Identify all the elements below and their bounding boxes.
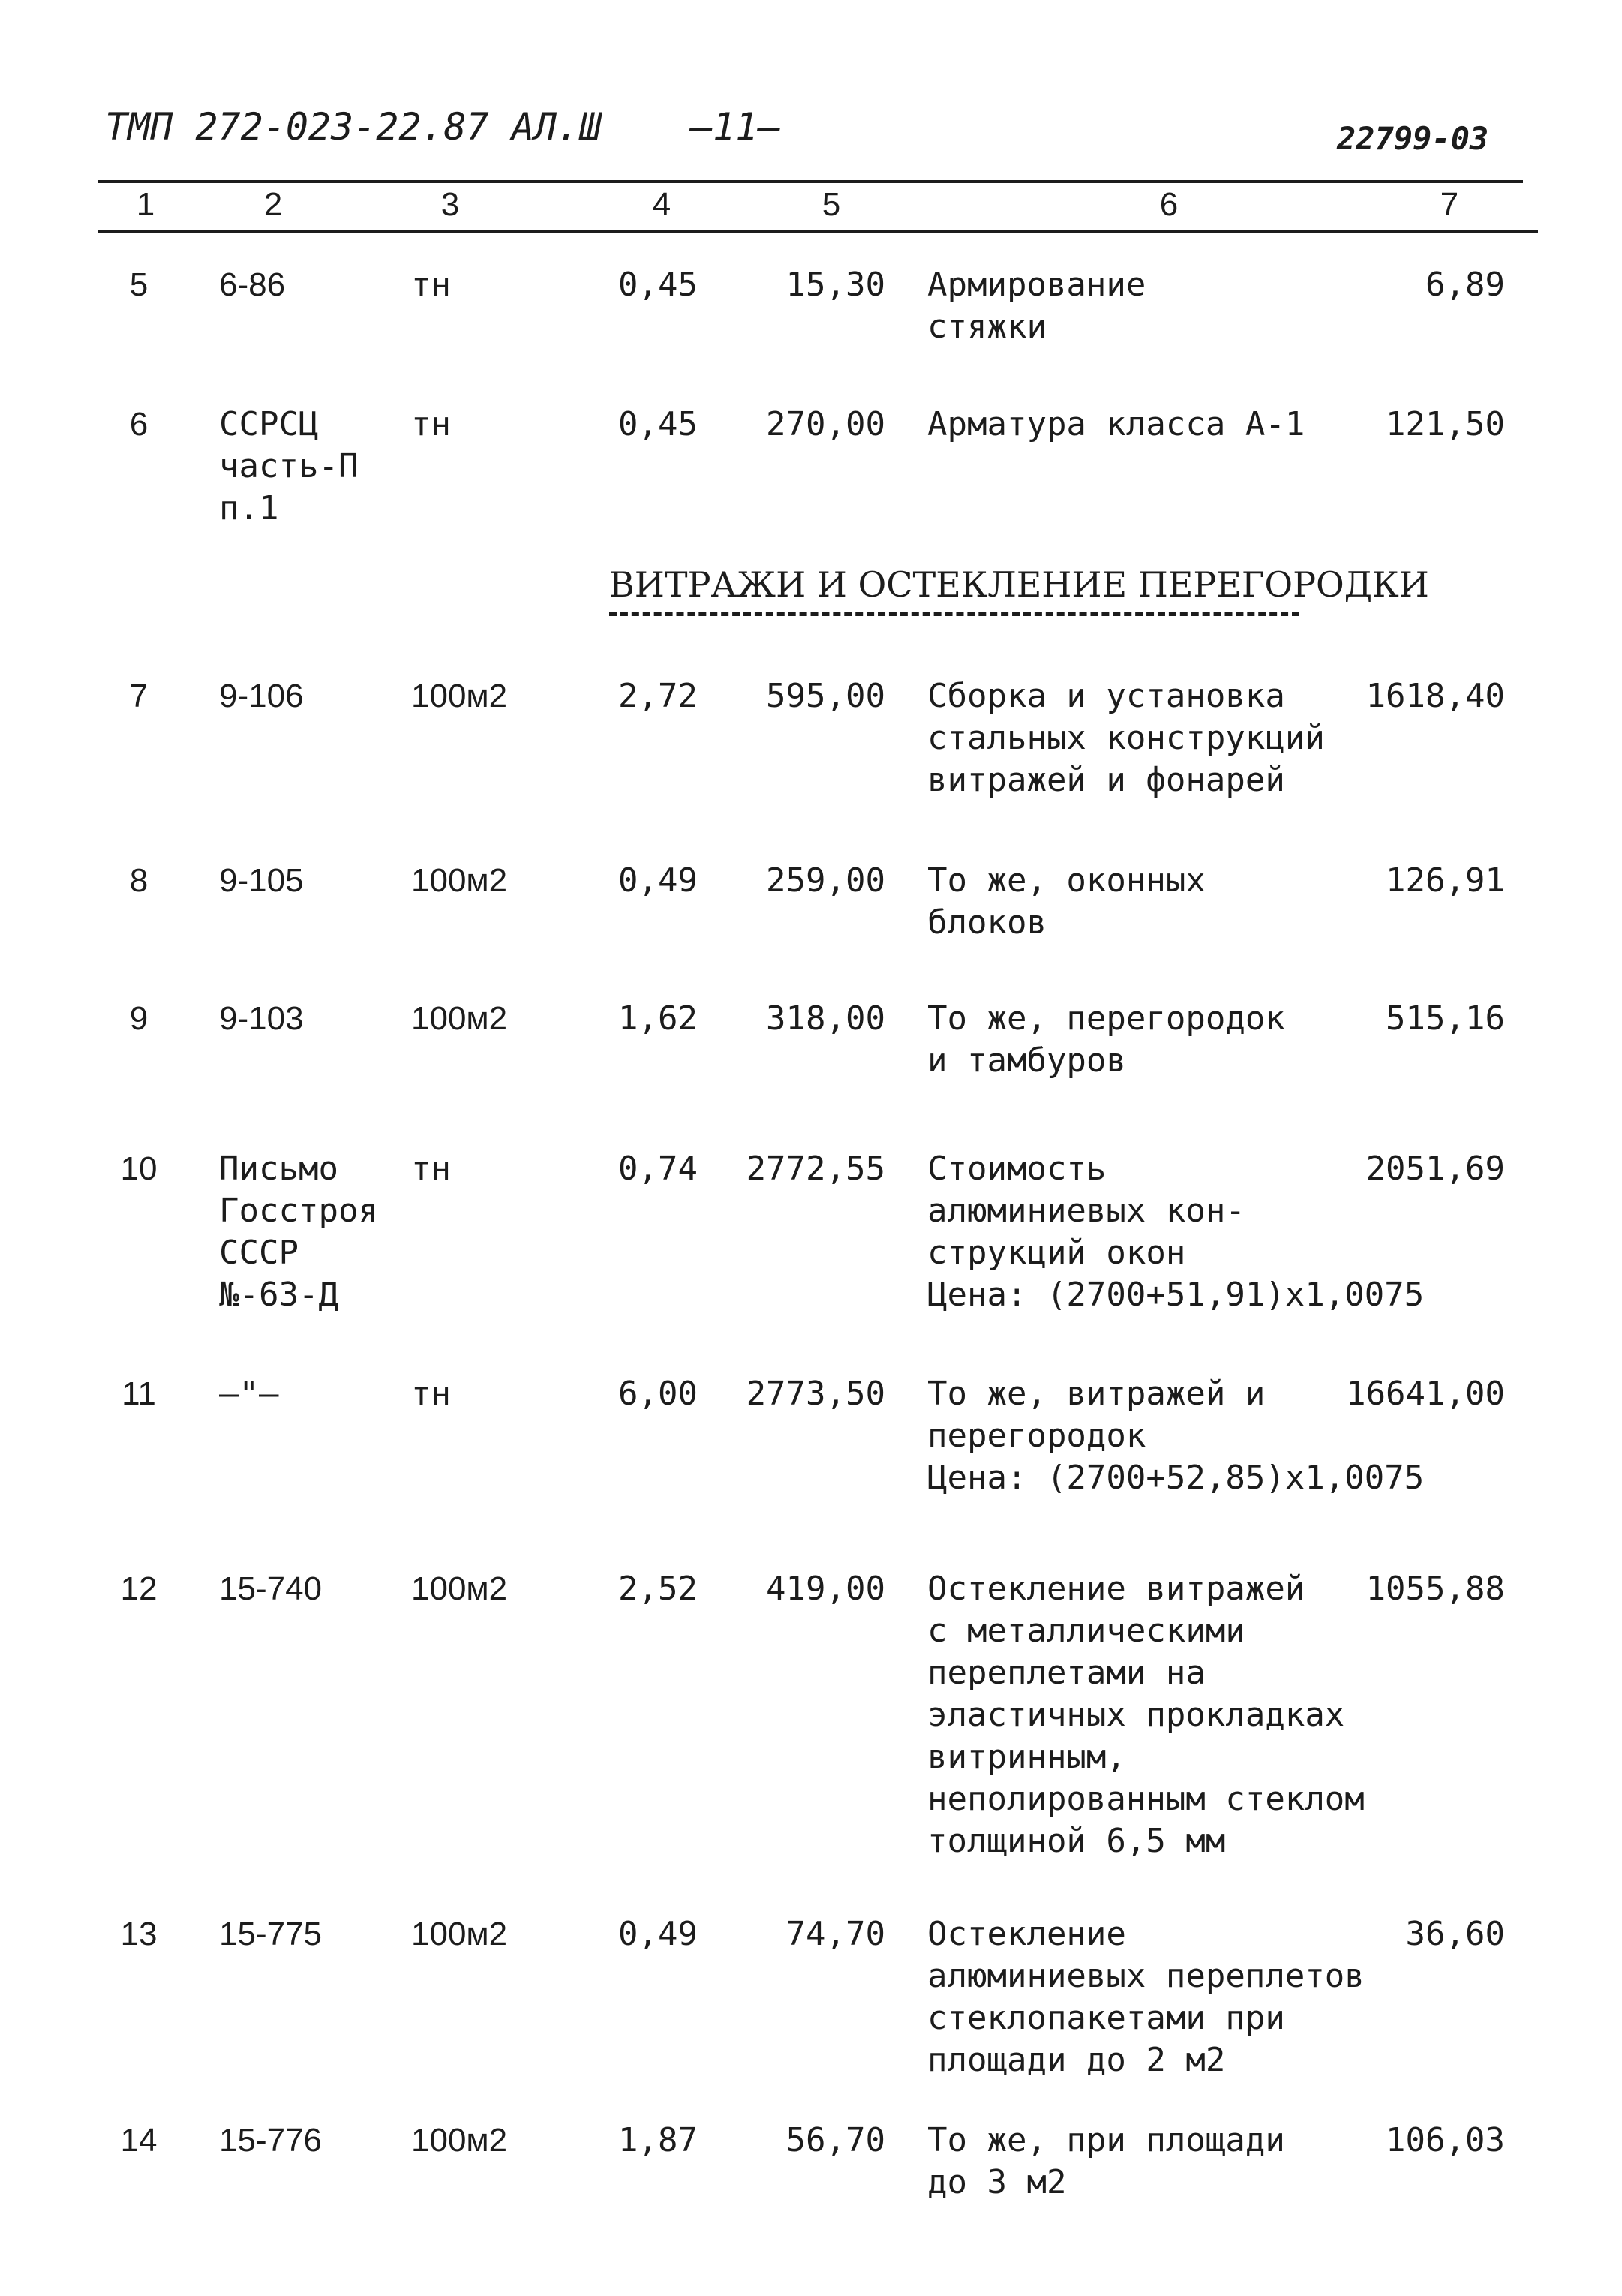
norm-code-line: п.1 <box>219 489 279 527</box>
description-line: струкций окон <box>927 1234 1186 1272</box>
column-number-5: 5 <box>822 186 841 223</box>
column-number-4: 4 <box>652 186 671 223</box>
document-code: ТМП 272-023-22.87 АЛ.Ш <box>105 105 602 149</box>
norm-code <box>219 1373 278 1415</box>
description-line: стеклопакетами при <box>927 1999 1285 2037</box>
norm-code-line: 15-740 <box>219 1570 323 1607</box>
description-line: Остекление <box>927 1915 1126 1953</box>
work-description <box>927 675 1325 801</box>
norm-code <box>219 860 304 902</box>
description-line: неполированным стеклом <box>927 1780 1365 1818</box>
unit-price: 2773,50 <box>746 1375 885 1413</box>
section-title-underline <box>609 612 1299 616</box>
unit: тн <box>411 1375 451 1413</box>
total-cost: 2051,69 <box>1365 1150 1505 1188</box>
quantity: 0,45 <box>618 266 698 304</box>
norm-code <box>219 1568 322 1610</box>
description-line: блоков <box>927 903 1047 942</box>
norm-code <box>219 675 304 717</box>
unit: 100м2 <box>411 862 508 899</box>
unit-price: 74,70 <box>785 1915 885 1953</box>
unit-price: 15,30 <box>785 266 885 304</box>
norm-code <box>219 264 285 306</box>
unit: 100м2 <box>411 1916 508 1952</box>
norm-code-line: часть-П <box>219 447 359 485</box>
quantity: 2,72 <box>618 677 698 715</box>
description-line: Арматура класса А-1 <box>927 405 1305 443</box>
table-header-rule <box>98 230 1538 233</box>
work-description <box>927 2120 1285 2204</box>
norm-code-line: 15-776 <box>219 2122 323 2159</box>
description-line: стальных конструкций <box>927 719 1325 757</box>
norm-code <box>219 1913 322 1955</box>
quantity: 0,49 <box>618 1915 698 1953</box>
description-line: Цена: (2700+51,91)х1,0075 <box>927 1276 1425 1314</box>
description-line: витринным, <box>927 1738 1126 1776</box>
total-cost: 36,60 <box>1405 1915 1505 1953</box>
norm-code-line: 15-775 <box>219 1916 323 1952</box>
row-number: 9 <box>129 1000 149 1037</box>
description-line: То же, оконных <box>927 861 1206 900</box>
norm-code <box>219 998 304 1040</box>
description-line: Цена: (2700+52,85)х1,0075 <box>927 1459 1425 1497</box>
description-line: Остекление витражей <box>927 1570 1305 1608</box>
quantity: 1,62 <box>618 999 698 1038</box>
row-number: 13 <box>120 1916 158 1952</box>
description-line: до 3 м2 <box>927 2163 1067 2201</box>
description-line: алюминиевых переплетов <box>927 1957 1365 1995</box>
total-cost: 16641,00 <box>1346 1375 1505 1413</box>
quantity: 2,52 <box>618 1570 698 1608</box>
section-title: ВИТРАЖИ И ОСТЕКЛЕНИЕ ПЕРЕГОРОДКИ <box>609 564 1429 605</box>
unit: тн <box>411 1150 451 1188</box>
row-number: 7 <box>129 678 149 714</box>
quantity: 0,74 <box>618 1150 698 1188</box>
column-number-3: 3 <box>440 186 460 223</box>
total-cost: 6,89 <box>1425 266 1505 304</box>
row-number: 6 <box>129 406 149 443</box>
row-number: 11 <box>122 1375 156 1412</box>
norm-code <box>219 1148 378 1316</box>
registration-number: 22799-03 <box>1337 120 1489 157</box>
work-description <box>927 1568 1365 1862</box>
description-line: с металлическими <box>927 1612 1245 1650</box>
norm-code-line: —"— <box>219 1375 279 1413</box>
work-description <box>927 264 1146 348</box>
norm-code <box>219 404 358 530</box>
unit-price: 259,00 <box>766 861 885 900</box>
description-line: витражей и фонарей <box>927 761 1285 799</box>
description-line: площади до 2 м2 <box>927 2041 1226 2079</box>
description-line: алюминиевых кон- <box>927 1192 1245 1230</box>
column-number-1: 1 <box>136 186 155 223</box>
column-number-6: 6 <box>1159 186 1179 223</box>
row-number: 5 <box>129 266 149 303</box>
norm-code-line: ССРСЦ <box>219 405 319 443</box>
description-line: и тамбуров <box>927 1041 1126 1080</box>
unit-price: 419,00 <box>766 1570 885 1608</box>
total-cost: 121,50 <box>1386 405 1505 443</box>
total-cost: 1055,88 <box>1365 1570 1505 1608</box>
norm-code-line: 9-105 <box>219 862 304 899</box>
description-line: То же, при площади <box>927 2121 1285 2159</box>
description-line: Армирование <box>927 266 1146 304</box>
work-description <box>927 404 1305 446</box>
column-number-2: 2 <box>263 186 283 223</box>
description-line: То же, перегородок <box>927 999 1285 1038</box>
unit-price: 595,00 <box>766 677 885 715</box>
norm-code-line: 6-86 <box>219 266 286 303</box>
quantity: 0,45 <box>618 405 698 443</box>
description-line: Стоимость <box>927 1150 1107 1188</box>
total-cost: 1618,40 <box>1365 677 1505 715</box>
norm-code-line: 9-106 <box>219 678 304 714</box>
quantity: 6,00 <box>618 1375 698 1413</box>
work-description <box>927 1913 1365 2081</box>
total-cost: 106,03 <box>1386 2121 1505 2159</box>
work-description <box>927 860 1206 944</box>
total-cost: 515,16 <box>1386 999 1505 1038</box>
norm-code <box>219 2120 322 2162</box>
unit-price: 270,00 <box>766 405 885 443</box>
page-number: —11— <box>690 105 781 149</box>
row-number: 10 <box>120 1150 158 1187</box>
unit-price: 318,00 <box>766 999 885 1038</box>
unit: тн <box>411 266 451 304</box>
unit: 100м2 <box>411 1570 508 1607</box>
norm-code-line: №-63-Д <box>219 1276 338 1314</box>
row-number: 12 <box>120 1570 158 1607</box>
work-description <box>927 998 1285 1082</box>
column-number-7: 7 <box>1440 186 1459 223</box>
norm-code-line: Письмо <box>219 1150 338 1188</box>
quantity: 1,87 <box>618 2121 698 2159</box>
norm-code-line: 9-103 <box>219 1000 304 1037</box>
unit: 100м2 <box>411 1000 508 1037</box>
description-line: Сборка и установка <box>927 677 1285 715</box>
description-line: эластичных прокладках <box>927 1696 1345 1734</box>
norm-code-line: Госстроя <box>219 1192 378 1230</box>
unit: 100м2 <box>411 678 508 714</box>
row-number: 14 <box>120 2122 158 2159</box>
quantity: 0,49 <box>618 861 698 900</box>
total-cost: 126,91 <box>1386 861 1505 900</box>
description-line: стяжки <box>927 308 1047 346</box>
description-line: перегородок <box>927 1417 1146 1455</box>
description-line: переплетами на <box>927 1654 1206 1692</box>
unit: тн <box>411 405 451 443</box>
unit-price: 2772,55 <box>746 1150 885 1188</box>
description-line: толщиной 6,5 мм <box>927 1822 1226 1860</box>
description-line: То же, витражей и <box>927 1375 1266 1413</box>
unit: 100м2 <box>411 2122 508 2159</box>
row-number: 8 <box>129 862 149 899</box>
unit-price: 56,70 <box>785 2121 885 2159</box>
norm-code-line: СССР <box>219 1234 299 1272</box>
table-top-rule <box>98 180 1523 183</box>
